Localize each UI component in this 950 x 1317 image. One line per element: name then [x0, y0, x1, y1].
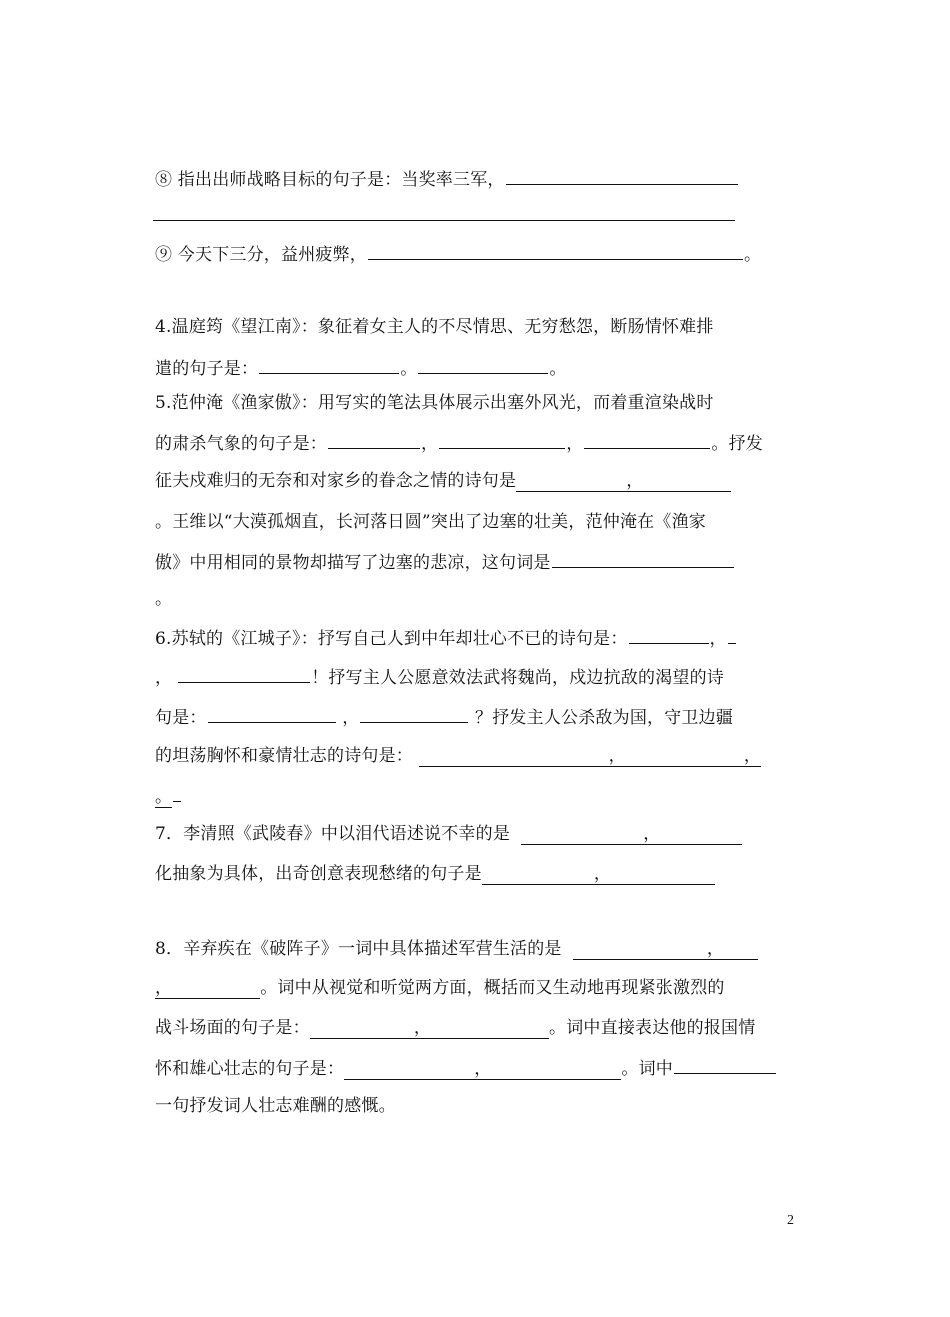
question-5-line1: 5.范仲淹《渔家傲》：用写实的笔法具体展示出塞外风光，而着重渲染战时 [155, 393, 714, 413]
question-8-text: 。词中从视觉和听觉两方面，概括而又生动地再现紧张激烈的 [260, 978, 725, 998]
answer-blank[interactable] [344, 1059, 621, 1080]
comma: ， [643, 824, 661, 844]
answer-blank[interactable] [419, 746, 761, 767]
question-4-line1: 4.温庭筠《望江南》：象征着女主人的不尽情思、无穷愁怨，断肠情怀难排 [155, 317, 714, 337]
question-5-line6: 。 [155, 589, 173, 609]
question-7-line2 [155, 862, 800, 886]
period: 。 [155, 787, 173, 807]
comma: ， [566, 434, 584, 454]
answer-blank[interactable] [173, 783, 181, 802]
question-8-line3 [155, 1016, 800, 1040]
answer-blank[interactable] [360, 704, 468, 723]
period: 。 [549, 359, 567, 379]
answer-blank[interactable] [506, 166, 738, 185]
comma: ， [706, 939, 725, 959]
comma: ， [413, 1018, 432, 1038]
question-6-text: 6.苏轼的《江城子》：抒写自己人到中年却壮心不已的诗句是： [155, 629, 628, 649]
answer-blank[interactable] [629, 625, 709, 644]
question-8-text: 。词中 [621, 1059, 674, 1079]
question-4-text: 遣的句子是： [155, 359, 259, 379]
question-5-text: 的肃杀气象的句子是： [155, 434, 327, 454]
answer-blank[interactable] [584, 430, 710, 449]
question-3-8-line1 [155, 166, 800, 192]
question-7-text: 7．李清照《武陵春》中以泪代语述说不幸的是 [155, 824, 511, 844]
question-6-text: ？抒发主人公杀敌为国，守卫边疆 [475, 708, 734, 728]
period: 。 [744, 245, 762, 265]
question-7-text: 化抽象为具体，出奇创意表现愁绪的句子是 [155, 864, 482, 884]
answer-blank[interactable] [516, 471, 731, 492]
answer-blank[interactable] [328, 430, 420, 449]
question-3-9-line [155, 241, 800, 267]
page-number: 2 [787, 1213, 794, 1228]
question-5-text: 征夫戍难归的无奈和对家乡的眷念之情的诗句是 [155, 471, 517, 491]
question-4-line2 [155, 355, 800, 381]
question-8-line2 [155, 976, 800, 1000]
comma: ， [709, 629, 727, 649]
question-5-text: 傲》中用相同的景物却描写了边塞的悲凉，这句词是 [155, 553, 551, 573]
period: 。 [400, 359, 418, 379]
answer-blank[interactable] [418, 355, 548, 374]
question-6-line2 [155, 664, 800, 690]
question-3-8-text: ⑧ 指出出师战略目标的句子是：当奖率三军， [155, 170, 505, 190]
question-5-line2 [155, 430, 800, 456]
question-6-line4 [155, 744, 800, 768]
answer-blank[interactable] [521, 824, 742, 845]
answer-blank[interactable] [552, 549, 734, 568]
question-3-9-text: ⑨ 今天下三分，益州疲弊， [155, 245, 368, 265]
comma: ， [155, 668, 173, 688]
answer-blank[interactable] [178, 664, 310, 683]
question-5-text: 。抒发 [711, 434, 764, 454]
question-5-line3 [155, 469, 800, 493]
comma: ， [342, 708, 360, 728]
question-8-line1 [155, 937, 800, 961]
answer-blank[interactable] [259, 355, 399, 374]
question-8-text: 8．辛弃疾在《破阵子》一词中具体描述军营生活的是 [155, 939, 562, 959]
question-6-text: 句是： [155, 708, 207, 728]
answer-blank-line[interactable] [153, 220, 735, 221]
comma: ， [421, 434, 439, 454]
question-8-text: 战斗场面的句子是： [155, 1018, 310, 1038]
answer-blank[interactable] [439, 430, 565, 449]
question-6-line1 [155, 625, 800, 651]
comma: ， [593, 864, 612, 884]
answer-blank[interactable] [155, 978, 260, 999]
comma: ， [608, 746, 626, 766]
question-5-line5 [155, 549, 800, 575]
comma: ， [626, 471, 644, 491]
comma: ， [743, 746, 762, 766]
answer-blank[interactable] [728, 625, 736, 644]
comma: ， [474, 1059, 492, 1079]
answer-blank[interactable] [482, 864, 715, 885]
answer-blank[interactable] [208, 704, 336, 723]
answer-blank[interactable] [310, 1018, 549, 1039]
question-7-line1 [155, 822, 800, 846]
question-6-text: ！抒写主人公愿意效法武将魏尚，戍边抗敌的渴望的诗 [311, 668, 725, 688]
question-8-text: 怀和雄心壮志的句子是： [155, 1059, 345, 1079]
question-6-line3 [155, 704, 800, 730]
question-6-line5 [155, 783, 800, 809]
answer-blank[interactable] [368, 241, 743, 260]
question-8-text: 。词中直接表达他的报国情 [549, 1018, 756, 1038]
question-8-line4 [155, 1055, 800, 1081]
question-6-text: 的坦荡胸怀和豪情壮志的诗句是： [155, 746, 413, 766]
question-8-line5: 一句抒发词人壮志难酬的感慨。 [155, 1096, 396, 1116]
question-5-line4: 。王维以“大漠孤烟直，长河落日圆”突出了边塞的壮美，范仲淹在《渔家 [155, 512, 706, 532]
answer-blank[interactable] [674, 1055, 776, 1074]
answer-blank[interactable] [573, 939, 758, 960]
comma: ， [155, 978, 173, 998]
